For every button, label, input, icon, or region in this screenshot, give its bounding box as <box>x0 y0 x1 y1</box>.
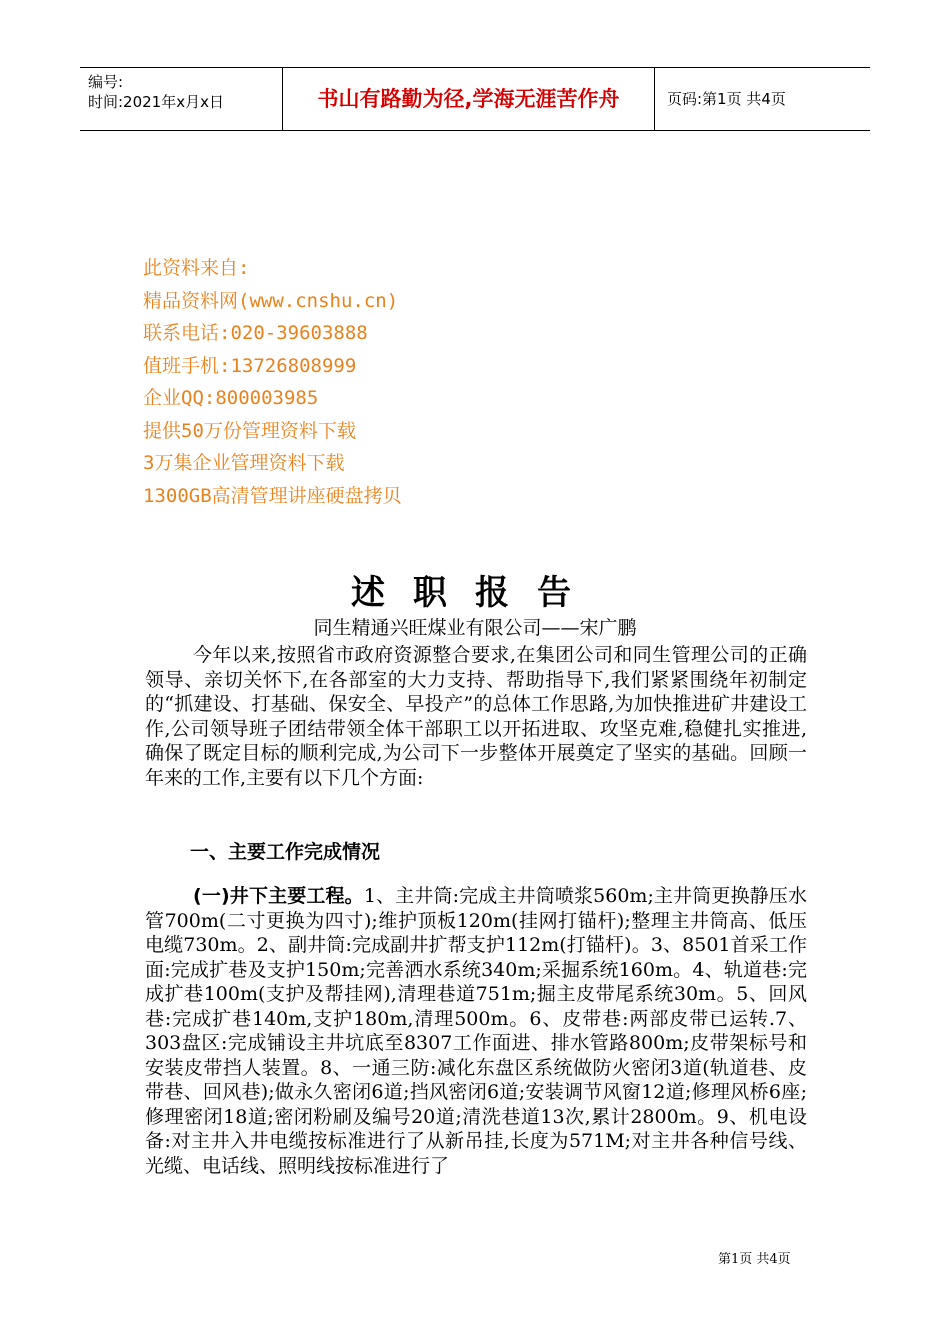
date-label: 时间:2021年x月x日 <box>88 93 224 111</box>
number-label: 编号: <box>88 73 124 91</box>
promo-line: 值班手机:13726808999 <box>143 354 357 377</box>
document-title: 述职报告 <box>351 573 599 613</box>
promo-line: 精品资料网(www.cnshu.cn) <box>143 289 399 312</box>
document-subtitle: 同生精通兴旺煤业有限公司——宋广鹏 <box>313 617 637 639</box>
section-heading: 一、主要工作完成情况 <box>190 841 381 863</box>
promo-line: 联系电话:020-39603888 <box>143 322 368 344</box>
promo-block <box>143 252 402 512</box>
motto: 书山有路勤为径,学海无涯苦作舟 <box>282 68 655 130</box>
footer-page-label: 第1页 共4页 <box>718 1252 791 1267</box>
promo-line: 3万集企业管理资料下载 <box>143 452 345 474</box>
promo-line: 此资料来自: <box>143 257 250 279</box>
promo-line: 提供50万份管理资料下载 <box>143 419 356 442</box>
header-table <box>80 67 870 131</box>
header-left-cell <box>80 68 282 130</box>
subsection-text: 1、主井筒:完成主井筒喷浆560m;主井筒更换静压水管700m(二寸更换为四寸);维护顶板120m(挂网打锚杆);整理主井筒高、低压电缆730m。2、副井筒:完成副井扩帮支护112m(打锚杆)。3、8501首采工作面:完成扩巷及支护150m;完善洒水系统340m;采掘系统160m。4、轨道巷:完成扩巷100m(支护及帮挂网),清理巷道751m;掘主皮带尾系统30m。5、回风巷:完成扩巷140m,支护180m,清理500m。6、皮带巷:两部皮带已运转.7、303盘区:完成铺设主井坑底至8307工作面进、排水管路800m;皮带架标号和安装皮带挡人装置。8、一通三防:减化东盘区系统做防火密闭3道(轨道巷、皮带巷、回风巷);做永久密闭6道;挡风密闭6道;安装调节风窗12道;修理风桥6座;修理密闭18道;密闭粉刷及编号20道;清洗巷道13次,累计2800m。9、机电设备:对主井入井电缆按标准进行了从新吊挂,长度为571M;对主井各种信号线、光缆、电话线、照明线按标准进行了 <box>145 885 807 1177</box>
promo-line: 1300GB高清管理讲座硬盘拷贝 <box>143 484 402 507</box>
subsection-paragraph <box>145 884 807 1178</box>
header-page-label: 页码:第1页 共4页 <box>667 90 786 108</box>
intro-paragraph: 今年以来,按照省市政府资源整合要求,在集团公司和同生管理公司的正确领导、亲切关怀下,在各部室的大力支持、帮助指导下,我们紧紧围绕年初制定的“抓建设、打基础、保安全、早投产”的总体工作思路,为加快推进矿井建设工作,公司领导班子团结带领全体干部职工以开拓进取、攻坚克难,稳健扎实推进,确保了既定目标的顺利完成,为公司下一步整体开展奠定了坚实的基础。回顾一年来的工作,主要有以下几个方面: <box>145 644 807 789</box>
subsection-lead: (一)井下主要工程。 <box>193 885 364 907</box>
promo-line: 企业QQ:800003985 <box>143 387 319 409</box>
